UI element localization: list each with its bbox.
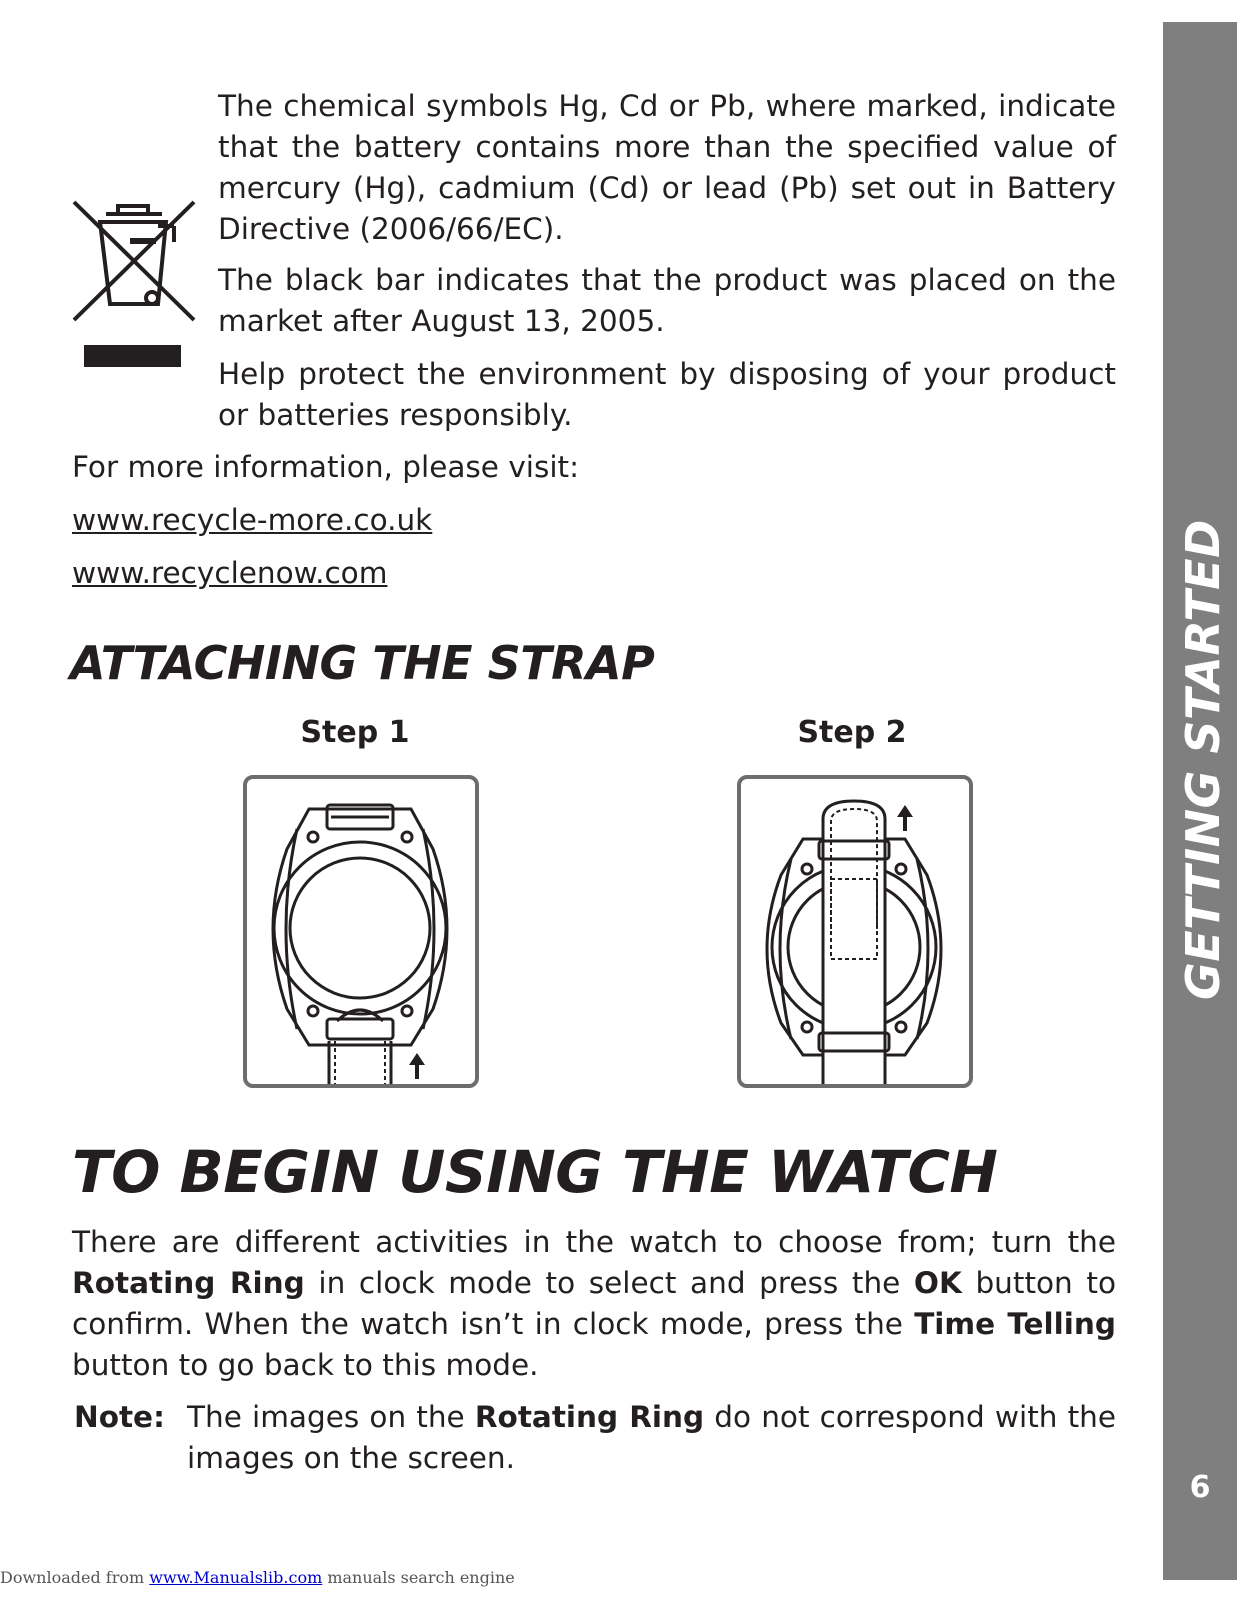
black-bar-paragraph: The black bar indicates that the product was placed on the market after August 13, 2005.: [218, 263, 1116, 338]
begin-text-1: There are different activities in the watch to choose from; turn the: [72, 1225, 1116, 1259]
note-label: Note:: [74, 1400, 165, 1434]
note-text-1: The images on the: [187, 1400, 475, 1434]
watch-step1-icon: [247, 779, 475, 1084]
step2-label: Step 2: [797, 715, 907, 750]
step2-illustration: [737, 775, 973, 1088]
black-bar-icon: [84, 345, 181, 367]
begin-text-2: in clock mode to select and press the: [304, 1266, 914, 1300]
begin-paragraph: [72, 1222, 1116, 1386]
recycle-more-link[interactable]: www.recycle-more.co.uk: [72, 503, 433, 537]
strap-heading: ATTACHING THE STRAP: [70, 636, 655, 690]
step1-illustration: [243, 775, 479, 1088]
weee-bin-icon: [70, 198, 198, 372]
footer-suffix: manuals search engine: [322, 1568, 515, 1587]
protect-environment-paragraph: Help protect the environment by disposing of your product or batteries responsibly.: [218, 357, 1116, 432]
begin-heading: TO BEGIN USING THE WATCH: [72, 1138, 998, 1206]
begin-text-4: button to go back to this mode.: [72, 1348, 539, 1382]
note-paragraph: [187, 1397, 1116, 1479]
recyclenow-link-row: [72, 553, 387, 594]
page-number: 6: [1189, 1470, 1211, 1505]
time-telling-term: Time Telling: [914, 1307, 1116, 1341]
note-text-2: do not correspond with the images on the screen.: [187, 1400, 1117, 1475]
step1-label: Step 1: [300, 715, 410, 750]
watch-step2-icon: [741, 779, 969, 1084]
download-footer: [0, 1568, 515, 1587]
footer-prefix: Downloaded from: [0, 1568, 150, 1587]
sidebar-title: GETTING STARTED: [1176, 519, 1230, 1000]
begin-text-3: button to confirm. When the watch isn’t in clock mode, press the: [72, 1266, 1116, 1341]
manualslib-link[interactable]: www.Manualslib.com: [149, 1568, 323, 1587]
note-rotating-ring-term: Rotating Ring: [474, 1400, 705, 1434]
more-info-text: For more information, please visit:: [72, 450, 580, 484]
battery-symbols-paragraph: The chemical symbols Hg, Cd or Pb, where marked, indicate that the battery contains more than the specified value of mercury (Hg), cadmium (Cd) or lead (Pb) set out in Battery Directive (2006/66/EC).: [218, 89, 1116, 246]
recycle-more-link-row: [72, 500, 432, 541]
recyclenow-link[interactable]: www.recyclenow.com: [72, 556, 388, 590]
ok-button-term: OK: [913, 1266, 962, 1300]
rotating-ring-term: Rotating Ring: [72, 1266, 305, 1300]
